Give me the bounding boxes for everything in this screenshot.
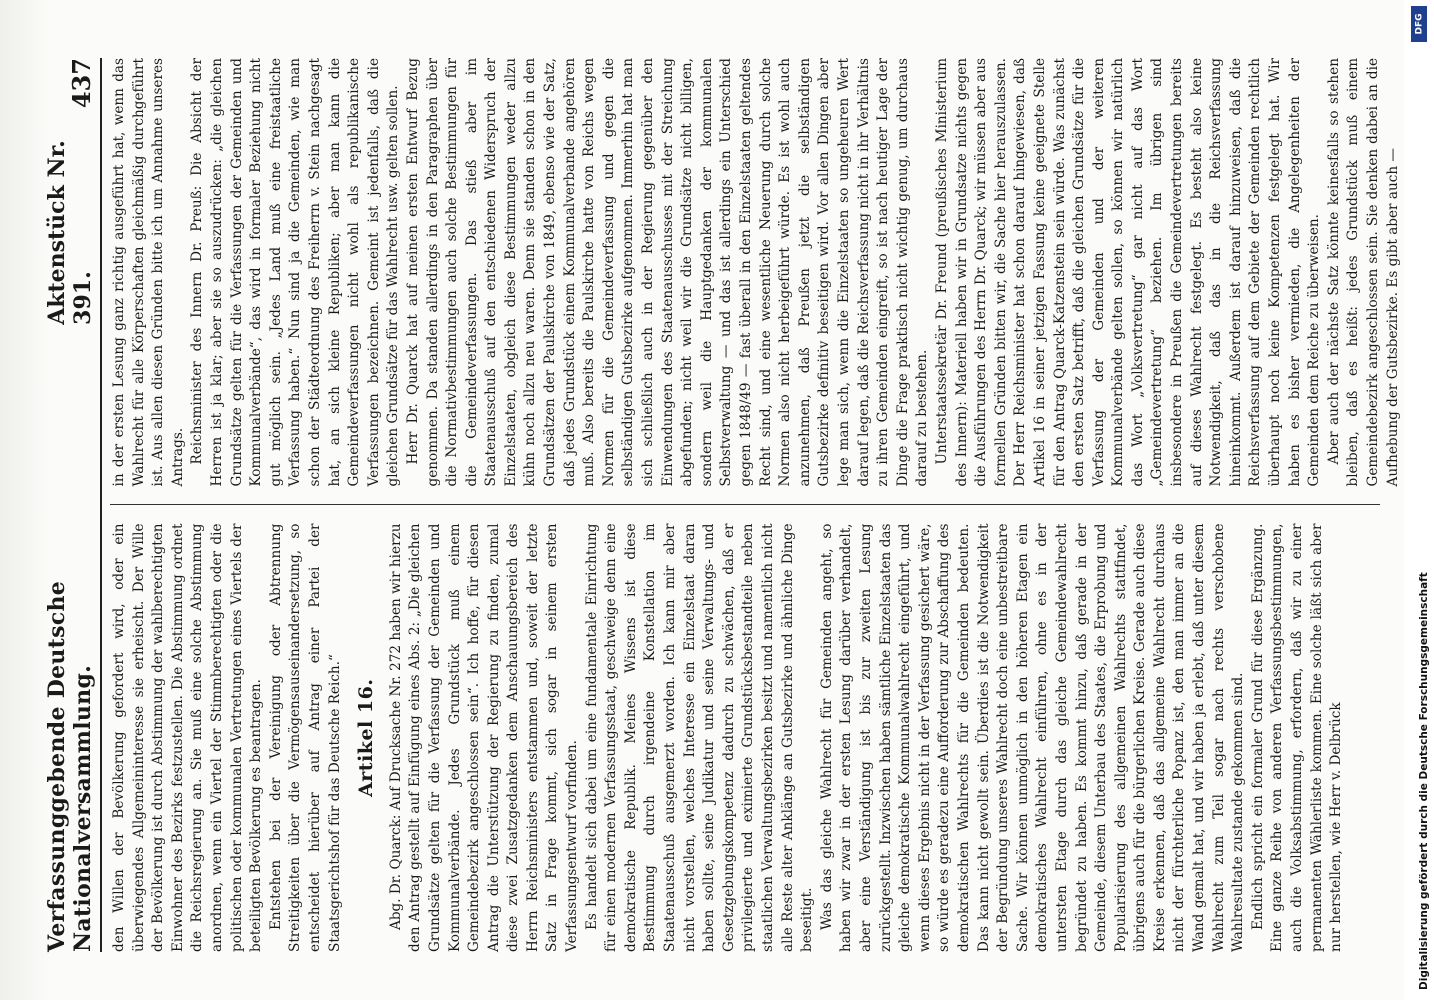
paragraph: Herr Dr. Quarck hat auf meinen ersten Entwurf Bezug genommen. Da standen allerdings in den Paragraphen über die Normativbestimmungen auch solche Bestimmungen für die Gemeindeverfassungen. Das stieß aber im Staatenausschuß auf den entschiedenen Widerspruch der Einzelstaaten, obgleich diese Bestimmungen weder allzu kühn noch allzu neu waren. Denn sie standen schon in den Grundsätzen der Paulskirche von 1849, ebenso wie der Satz, daß jedes Grundstück einem Kommunalverbande angehören muß. Also bereits die Paulskirche hatte von Reichs wegen Normen für die Gemeindeverfassung und gegen die selbständigen Gutsbezirke aufgenommen. Immerhin hat man sich schließlich auch in der Regierung gegenüber den Einwendungen des Staatenausschusses mit der Streichung abgefunden; nicht weil wir die Grundsätze nicht billigen, sondern weil die Hauptgedanken der kommunalen Selbstverwaltung — und das ist allerdings ein Unterschied gegen 1848/49 — fast überall in den Einzelstaaten geltendes Recht sind, und eine wesentliche Neuerung durch solche Normen also nicht herbeigeführt würde. Es ist wohl auch anzunehmen, daß Preußen jetzt die selbständigen Gutsbezirke definitiv beseitigen wird. Vor allen Dingen aber lege man sich, wenn die Einzelstaaten so ungeheuren Wert darauf legen, daß die Reichsverfassung nicht in ihr Verhältnis zu ihren Gemeinden eingreift, so ist nach heutiger Lage der Dinge die Frage praktisch nicht wichtig genug, um durchaus darauf zu bestehen. <box>404 58 931 487</box>
text-columns <box>110 58 1401 952</box>
dfg-logo: DFG <box>1411 6 1427 42</box>
page-header <box>44 58 102 952</box>
rotated-page-content <box>44 50 1401 960</box>
document-number: Aktenstück Nr. 391. <box>44 140 96 325</box>
paragraph: Es handelt sich dabei um eine fundamentale Einrichtung für einen modernen Verfassungsstaat, geschweige denn eine demokratische Republik. Meines Wissens ist diese Bestimmung durch irgendeine Konstellation im Staatenausschuß ausgemerzt worden. Ich kann mir aber nicht vorstellen, welches Interesse ein Einzelstaat daran haben sollte, seine Judikatur und seine Verwaltungs- und Gesetzgebungskompetenz dadurch zu schwächen, daß er privilegierte und eximierte Grundstücksbestandteile neben staatlichen Verwaltungsbezirken besitzt und namentlich nicht alle Reste alter Anklänge an Gutsbezirke und ähnliche Dinge beseitigt. <box>583 523 816 952</box>
paragraph: Abg. Dr. Quarck: Auf Drucksache Nr. 272 haben wir hierzu den Antrag gestellt auf Einfügung eines Abs. 2: „Die gleichen Grundsätze gelten für die Verfassung der Gemeinden und Kommunalverbände. Jedes Grundstück muß einem Gemeindebezirk angeschlossen sein“. Ich hoffe, für diesen Antrag die Unterstützung der Regierung zu finden, zumal diese zwei Zusatzgedanken dem Anschauungsbereich des Herrn Reichsministers entstammen und, soweit der letzte Satz in Frage kommt, sich sogar in seinem ersten Verfassungsentwurf vorfinden. <box>387 523 581 952</box>
paragraph: Entstehen bei der Vereinigung oder Abtrennung Streitigkeiten über die Vermögensauseinandersetzung, so entscheidet hierüber auf Antrag einer Partei der Staatsgerichtshof für das Deutsche Reich.“ <box>267 523 343 952</box>
binding-shadow <box>0 0 50 1000</box>
article-heading: Artikel 16. <box>355 678 378 797</box>
paragraph: Was das gleiche Wahlrecht für Gemeinden angeht, so haben wir zwar in der ersten Lesung darüber verhandelt, aber eine Verständigung ist bis zur zweiten Lesung zurückgestellt. Inzwischen haben sämtliche Einzelstaaten das gleiche demokratische Kommunalwahlrecht eingeführt, und wenn dieses Ergebnis nicht in der Verfassung gesichert wäre, so würde es geradezu eine Aufforderung zur Abschaffung des demokratischen Wahlrechts für die Gemeinden bedeuten. Das kann nicht gewollt sein. Überdies ist die Notwendigkeit der Begründung unseres Wahlrecht doch eine unbestreitbare Sache. Wir können unmöglich in den höheren Etagen ein demokratisches Wahlrecht einführen, ohne es in der untersten Etage durch das gleiche Gemeindewahlrecht begründet zu haben. Es kommt hinzu, daß gerade in der Gemeinde, diesem Unterbau des Staates, die Erprobung und Popularisierung des allgemeinen Wahlrechts stattfindet, übrigens auch für die bürgerlichen Kreise. Gerade auch diese Kreise erkennen, daß das allgemeine Wahlrecht durchaus nicht der fürchterliche Popanz ist, den man immer an die Wand gemalt hat, und wir haben ja erlebt, daß unter diesem Wahlrecht zum Teil sogar nach rechts verschobene Wahlresultate zustande gekommen sind. <box>818 523 1247 952</box>
running-title: Verfassunggebende Deutsche Nationalversammlung. <box>44 580 96 952</box>
column-divider <box>110 505 1380 506</box>
paragraph: Unterstaatssekretär Dr. Freund (preußisches Ministerium des Innern): Materiell haben wir in Grundsatze nichts gegen die Ausführungen des Herrn Dr. Quarck; wir müssen aber aus formellen Gründen bitten wir, die Sache hier herauszulassen. Der Herr Reichsminister hat schon darauf hingewiesen, daß Artikel 16 in seiner jetzigen Fassung keine geeignete Stelle für den Antrag Quarck-Katzenstein sein würde. Was zunächst den ersten Satz betrifft, daß die gleichen Grundsätze für die Verfassung der Gemeinden und der weiteren Kommunalverbände gelten sollen, so können wir natürlich das Wort „Volksvertretung“ gar nicht auf das Wort „Gemeindevertretung“ beziehen. Im übrigen sind insbesondere in Preußen die Gemeindevertretungen bereits auf dieses Wahlrecht festgelegt. Es besteht also keine Notwendigkeit, daß das in die Reichsverfassung hineinkommt. Außerdem ist darauf hinzuweisen, daß die Reichsverfassung auf dem Gebiete der Gemeinden rechtlich überhaupt noch keine Kompetenzen festgelegt hat. Wir haben es bisher vermieden, die Angelegenheiten der Gemeinden dem Reiche zu überweisen. <box>933 58 1323 487</box>
paragraph: Aber auch der nächste Satz könnte keinesfalls so stehen bleiben, daß es heißt: jedes Grundstück muß einem Gemeindebezirk angeschlossen sein. Sie denken dabei an die Aufhebung der Gutsbezirke. Es gibt aber auch — <box>1325 58 1401 487</box>
paragraph: Reichsminister des Innern Dr. Preuß: Die Absicht der Herren ist ja klar; aber sie so auszudrücken: „die gleichen Grundsätze gelten für die Verfassungen der Gemeinden und Kommunalverbände“, das wird in formaler Beziehung nicht gut möglich sein. „Jedes Land muß eine freistaatliche Verfassung haben.“ Nun sind ja die Gemeinden, wie man schon der Städteordnung des Freiherrn v. Stein nachgesagt hat, an sich kleine Republiken; aber man kann die Gemeindeverfassungen nicht wohl als republikanische Verfassungen bezeichnen. Gemeint ist jedenfalls, daß die gleichen Grundsätze für das Wahlrecht usw. gelten sollen. <box>189 58 402 487</box>
page-number: 437 <box>67 58 96 109</box>
right-column <box>110 58 1401 487</box>
paragraph: den Willen der Bevölkerung gefordert wird, oder ein überwiegendes Allgemeininteresse sie erheischt. Der Wille der Bevölkerung ist durch Abstimmung der wahlberechtigten Einwohner des Bezirks festzustellen. Die Abstimmung ordnet die Reichsregierung an. Sie muß eine solche Abstimmung anordnen, wenn ein Viertel der Stimmberechtigten oder die politischen oder kommunalen Vertretungen eines Viertels der beteiligten Bevölkerung es beantragen. <box>111 523 265 952</box>
paragraph: Endlich spricht ein formaler Grund für diese Ergänzung. Eine ganze Reihe von anderen Verfassungsbestimmungen, auch die Volksabstimmung, erfordern, daß wir zu einer permanenten Wählerliste kommen. Eine solche läßt sich aber nur herstellen, wie Herr v. Delbrück <box>1249 523 1345 952</box>
dfg-funding-note: Digitalisierung gefördert durch die Deutsche Forschungsgemeinschaft <box>1418 572 1430 990</box>
paragraph: in der ersten Lesung ganz richtig ausgeführt hat, wenn das Wahlrecht für alle Körperschaften gleichmäßig durchgeführt ist. Aus allen diesen Gründen bitte ich um Annahme unseres Antrags. <box>111 58 186 487</box>
left-column <box>110 524 1380 953</box>
